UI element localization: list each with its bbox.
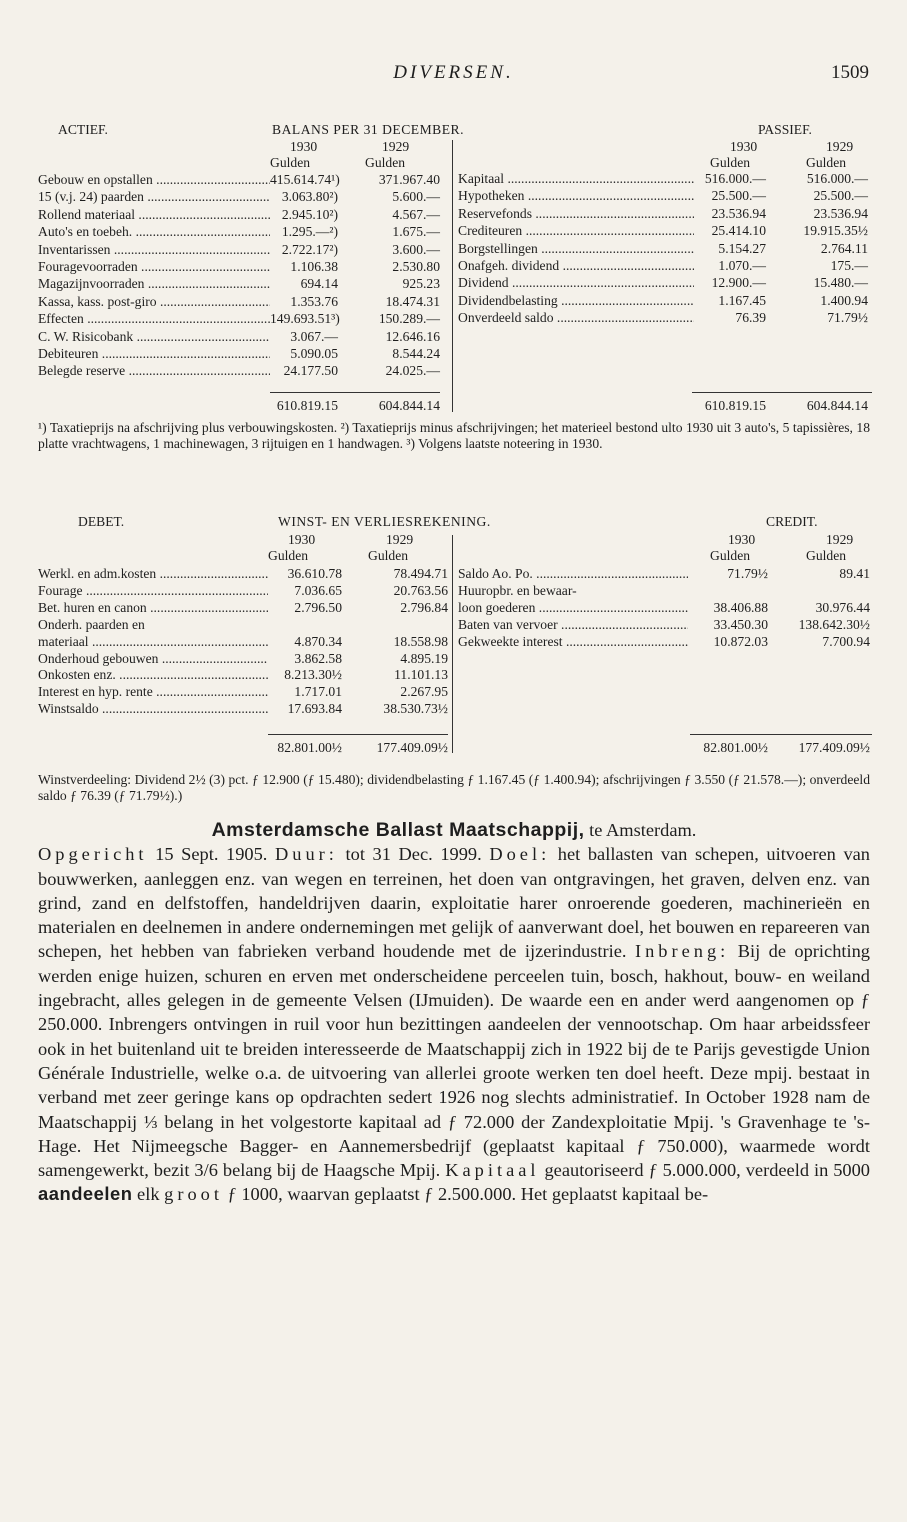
pl-debet-value-1929: 20.763.56 <box>393 582 448 598</box>
bal-passief-row <box>0 188 907 204</box>
pl-right-total-rule <box>690 734 872 735</box>
bal-passief-row <box>0 310 907 326</box>
inbreng-label: Inbreng: <box>634 941 730 962</box>
bal-left-total-rule <box>270 392 440 393</box>
bal-passief-value-1930: 76.39 <box>735 310 766 326</box>
pl-credit-row <box>0 617 907 633</box>
bal-actief-value-1930: 415.614.74¹) <box>270 172 340 187</box>
pl-total-right-b: 177.409.09½ <box>798 740 870 755</box>
elk-word: elk <box>132 1184 165 1205</box>
doel-value: het ballasten van schepen, uitvoeren van bouwwerken, aanleggen enz. van wegen en terreinen, het doen van ontgravingen, het graven, delven enz. van grind, zand en delfstoffen, handeldrijven daarin, exploitatie harer onroerende goederen, machinerieën en materialen en deelnemen in andere ondernemingen met gelijk of aanverwant doel, het bouwen en repareeren van schepen, het hebben van fabrieken verband houdende met de ijzerindustrie. <box>38 844 870 962</box>
pl-debet-value-1929: 18.558.98 <box>393 633 448 649</box>
pl-debet-value-1929: 11.101.13 <box>394 667 448 683</box>
pl-debet-label: materiaal ..... <box>38 634 268 650</box>
bal-actief-row <box>0 329 907 345</box>
pl-debet-row <box>0 684 907 700</box>
bal-passief-label: Borgstellingen ..... <box>458 241 694 257</box>
pl-debet-value-1930: 4.870.34 <box>294 633 342 649</box>
pl-credit-row <box>0 600 907 616</box>
bal-actief-label: Auto's en toebeh. ..... <box>38 224 270 240</box>
pl-debet-row <box>0 651 907 667</box>
pl-left-year-a: 1930 <box>288 532 316 547</box>
bal-actief-value-1929: 3.600.— <box>392 241 440 257</box>
bal-passief-row <box>0 206 907 222</box>
bal-passief-row <box>0 241 907 257</box>
bal-left-year-b: 1929 <box>382 139 410 154</box>
bal-actief-label: C. W. Risicobank ..... <box>38 329 270 345</box>
bal-passief-label: Hypotheken ..... <box>458 188 694 204</box>
bal-passief-label: Onafgeh. dividend ..... <box>458 258 694 274</box>
bal-actief-label: Debiteuren ..... <box>38 346 270 362</box>
pl-debet-value-1930: 36.610.78 <box>287 566 342 581</box>
bal-passief-value-1929: 71.79½ <box>827 310 868 326</box>
kapitaal-label: Kapitaal <box>445 1160 540 1181</box>
inbreng-value: Bij de oprichting werden enige huizen, schuren en erven met onderscheidene perceelen tuin, bosch, hakhout, bouw- en weiland ingebracht, alles gelegen in de gemeente Velsen (IJmuiden). De waarde een en ander werd aangenomen op ƒ 250.000. Inbrengers ontvingen in ruil voor hun bezittingen aandeelen der vennootschap. Om haar arbeidssfeer ook in het buitenland uit te breiden interesseerde de Maatschappij zich in 1922 bij de te Parijs gevestigde Union Générale Industrielle, welke o.a. de uitvoering van allerlei groote werken ten doel heeft. Deze mpij. bestaat in verband met zeer geringe kans op opdrachten sedert 1926 nog slechts administratief. In October 1928 nam de Maatschappij ⅓ belang in het volgestorte kapitaal ad ƒ 72.000 der Zandexploitatie Mpij. 's Gravenhage te 's-Hage. Het Nijmeegsche Bagger- en Aannemersbedrijf (geplaatst kapitaal ƒ 750.000), waarmede wordt samengewerkt, bezit 3/6 belang bij de Haagsche Mpij. <box>38 941 870 1181</box>
pl-left-unit-a: Gulden <box>268 548 309 563</box>
pl-debet-value-1929: 78.494.71 <box>393 566 448 581</box>
pl-credit-value-1930: 71.79½ <box>727 566 768 581</box>
bal-actief-value-1929: 925.23 <box>402 276 440 292</box>
credit-label: CREDIT. <box>766 514 818 529</box>
bal-actief-value-1929: 2.530.80 <box>392 259 440 274</box>
bal-actief-value-1929: 8.544.24 <box>392 346 440 361</box>
pl-credit-value-1929: 7.700.94 <box>822 633 870 649</box>
company-heading <box>38 818 870 842</box>
pl-debet-label: Onkosten enz. ..... <box>38 667 268 683</box>
pl-debet-value-1929: 4.895.19 <box>400 650 448 666</box>
pl-debet-value-1929: 2.267.95 <box>400 684 448 700</box>
bal-actief-value-1929: 371.967.40 <box>378 172 440 187</box>
bal-passief-value-1929: 15.480.— <box>813 275 868 291</box>
bal-actief-value-1929: 18.474.31 <box>385 293 440 309</box>
pl-debet-label: Fourage ..... <box>38 583 268 599</box>
pl-debet-row <box>0 667 907 683</box>
bal-passief-label: Dividend ..... <box>458 275 694 291</box>
page-number: 1509 <box>831 62 869 83</box>
bal-total-left-a: 610.819.15 <box>276 398 338 413</box>
bal-left-year-a: 1930 <box>290 139 318 154</box>
pl-credit-label: Huuropbr. en bewaar- <box>458 582 577 598</box>
bal-passief-value-1930: 1.070.— <box>718 258 766 273</box>
bal-actief-label: Kassa, kass. post-giro ..... <box>38 294 270 310</box>
pl-credit-row <box>0 583 907 599</box>
bal-passief-row <box>0 275 907 291</box>
company-name: Amsterdamsche Ballast Maatschappij, <box>211 819 585 841</box>
bal-actief-value-1930: 2.722.17²) <box>281 241 338 257</box>
company-body <box>38 842 870 1206</box>
pl-debet-label: Werkl. en adm.kosten ..... <box>38 566 268 582</box>
pl-debet-value-1930: 17.693.84 <box>287 701 342 717</box>
pl-debet-label: Winstsaldo ..... <box>38 701 268 717</box>
bal-total-left-b: 604.844.14 <box>378 398 440 413</box>
pl-debet-value-1930: 3.862.58 <box>294 650 342 666</box>
bal-actief-value-1929: 150.289.— <box>378 311 440 327</box>
bal-passief-label: Onverdeeld saldo ..... <box>458 310 694 326</box>
bal-passief-label: Dividendbelasting ..... <box>458 293 694 309</box>
bal-passief-value-1930: 23.536.94 <box>711 205 766 221</box>
pl-credit-value-1929: 30.976.44 <box>815 599 870 615</box>
bal-passief-row <box>0 223 907 239</box>
pl-total-left-b: 177.409.09½ <box>376 740 448 755</box>
bal-actief-value-1930: 3.063.80²) <box>281 189 338 205</box>
bal-actief-label: Fouragevoorraden ..... <box>38 259 270 275</box>
bal-passief-row <box>0 171 907 187</box>
pl-debet-label: Bet. huren en canon ..... <box>38 600 268 616</box>
pl-right-year-a: 1930 <box>728 532 756 547</box>
pl-debet-label: Onderh. paarden en <box>38 616 145 632</box>
bal-actief-label: Inventarissen ..... <box>38 242 270 258</box>
bal-actief-label: Gebouw en opstallen ..... <box>38 172 270 188</box>
pl-left-year-b: 1929 <box>386 532 414 547</box>
aandeelen-word: aandeelen <box>38 1183 133 1205</box>
bal-actief-value-1930: 1.353.76 <box>290 293 338 309</box>
bal-right-unit-a: Gulden <box>710 155 751 170</box>
opgericht-value: 15 Sept. 1905. <box>147 844 268 865</box>
pl-credit-label: loon goederen ..... <box>458 600 688 616</box>
bal-actief-label: 15 (v.j. 24) paarden ..... <box>38 189 270 205</box>
pl-credit-label: Baten van vervoer ..... <box>458 617 688 633</box>
pl-credit-row <box>0 566 907 582</box>
pl-debet-row <box>0 701 907 717</box>
bal-passief-value-1929: 516.000.— <box>806 171 868 186</box>
pl-total-right-a: 82.801.00½ <box>703 740 768 755</box>
pl-credit-value-1929: 89.41 <box>839 566 870 581</box>
pl-credit-label: Gekweekte interest ..... <box>458 634 688 650</box>
actief-label: ACTIEF. <box>58 122 108 137</box>
pl-debet-value-1930: 1.717.01 <box>294 684 342 700</box>
pl-right-unit-b: Gulden <box>806 548 847 563</box>
doel-label: Doel: <box>489 844 551 865</box>
pl-debet-value-1930: 2.796.50 <box>294 599 342 615</box>
bal-passief-value-1929: 25.500.— <box>813 188 868 204</box>
bal-actief-value-1930: 24.177.50 <box>283 363 338 379</box>
duur-label: Duur: <box>275 844 338 865</box>
groot-value: ƒ 1000, waarvan geplaatst ƒ 2.500.000. Het geplaatst kapitaal be- <box>222 1184 709 1205</box>
running-title: DIVERSEN. <box>393 62 514 83</box>
bal-actief-value-1930: 1.106.38 <box>290 259 338 274</box>
bal-passief-value-1929: 1.400.94 <box>820 292 868 308</box>
bal-right-year-a: 1930 <box>730 139 758 154</box>
bal-actief-row <box>0 346 907 362</box>
pl-credit-row <box>0 634 907 650</box>
bal-right-unit-b: Gulden <box>806 155 847 170</box>
company-location: te Amsterdam. <box>584 820 697 840</box>
opgericht-label: Opgericht <box>38 844 148 865</box>
bal-total-right-a: 610.819.15 <box>704 398 766 413</box>
bal-left-unit-b: Gulden <box>365 155 406 170</box>
bal-passief-value-1929: 23.536.94 <box>813 205 868 221</box>
pl-debet-value-1929: 38.530.73½ <box>383 701 448 717</box>
profit-distribution: Winstverdeeling: Dividend 2½ (3) pct. ƒ 12.900 (ƒ 15.480); dividendbelasting ƒ 1.167.45 (ƒ 1.400.94); afschrijvingen ƒ 3.550 (ƒ 21.578.—); onverdeeld saldo ƒ 76.39 (ƒ 71.79½).) <box>38 772 870 803</box>
groot-label: groot <box>164 1184 223 1205</box>
bal-actief-value-1929: 5.600.— <box>392 189 440 205</box>
bal-right-total-rule <box>692 392 872 393</box>
pl-title: WINST- EN VERLIESREKENING. <box>278 514 491 529</box>
bal-actief-label: Rollend materiaal ..... <box>38 207 270 223</box>
bal-left-unit-a: Gulden <box>270 155 311 170</box>
bal-passief-value-1930: 12.900.— <box>711 275 766 291</box>
bal-actief-value-1929: 24.025.— <box>385 363 440 379</box>
kapitaal-value: geautoriseerd ƒ 5.000.000, verdeeld in 5000 <box>539 1160 870 1181</box>
bal-actief-value-1930: 3.067.— <box>290 328 338 344</box>
pl-credit-value-1929: 138.642.30½ <box>798 616 870 632</box>
bal-passief-label: Crediteuren ..... <box>458 223 694 239</box>
bal-actief-value-1930: 2.945.10²) <box>281 206 338 222</box>
pl-total-left-a: 82.801.00½ <box>277 740 342 755</box>
pl-debet-label: Interest en hyp. rente ..... <box>38 684 268 700</box>
page-header <box>0 62 907 88</box>
bal-passief-value-1930: 516.000.— <box>704 171 766 186</box>
passief-label: PASSIEF. <box>758 122 812 137</box>
bal-passief-value-1929: 19.915.35½ <box>803 223 868 239</box>
bal-passief-row <box>0 293 907 309</box>
bal-passief-value-1930: 1.167.45 <box>718 292 766 308</box>
pl-credit-value-1930: 38.406.88 <box>713 599 768 615</box>
company-description <box>38 818 870 1207</box>
bal-total-right-b: 604.844.14 <box>806 398 868 413</box>
bal-actief-row <box>0 363 907 379</box>
pl-debet-value-1930: 7.036.65 <box>294 582 342 598</box>
pl-debet-label: Onderhoud gebouwen ..... <box>38 651 268 667</box>
pl-credit-value-1930: 10.872.03 <box>713 633 768 649</box>
bal-passief-value-1930: 5.154.27 <box>718 240 766 256</box>
bal-actief-label: Magazijnvoorraden ..... <box>38 276 270 292</box>
bal-passief-value-1930: 25.500.— <box>711 188 766 204</box>
pl-debet-value-1929: 2.796.84 <box>400 599 448 615</box>
bal-actief-value-1929: 12.646.16 <box>385 328 440 344</box>
bal-actief-value-1930: 694.14 <box>300 276 338 292</box>
bal-actief-label: Belegde reserve ..... <box>38 363 270 379</box>
pl-left-total-rule <box>268 734 448 735</box>
bal-passief-row <box>0 258 907 274</box>
pl-credit-value-1930: 33.450.30 <box>713 616 768 632</box>
bal-actief-value-1929: 4.567.— <box>392 206 440 222</box>
pl-left-unit-b: Gulden <box>368 548 409 563</box>
pl-right-year-b: 1929 <box>826 532 854 547</box>
bal-actief-label: Effecten ..... <box>38 311 270 327</box>
balance-footnote: ¹) Taxatieprijs na afschrijving plus verbouwingskosten. ²) Taxatieprijs minus afschrijvingen; het materieel bestond ulto 1930 uit 3 auto's, 5 tapissières, 18 platte vrachtwagens, 1 machinewagen, 3 rijtuigen en 1 handwagen. ³) Volgens laatste noteering in 1930. <box>38 420 870 451</box>
bal-actief-value-1930: 149.693.51³) <box>270 311 340 327</box>
duur-value: tot 31 Dec. 1999. <box>337 844 482 865</box>
bal-actief-value-1930: 1.295.—²) <box>281 224 338 240</box>
pl-debet-value-1930: 8.213.30½ <box>284 667 342 683</box>
bal-passief-value-1929: 2.764.11 <box>820 240 868 256</box>
pl-right-unit-a: Gulden <box>710 548 751 563</box>
bal-actief-value-1930: 5.090.05 <box>290 346 338 361</box>
bal-passief-label: Reservefonds ..... <box>458 206 694 222</box>
bal-passief-label: Kapitaal ..... <box>458 171 694 187</box>
bal-right-year-b: 1929 <box>826 139 854 154</box>
pl-credit-label: Saldo Ao. Po. ..... <box>458 566 688 582</box>
bal-passief-value-1930: 25.414.10 <box>711 223 766 239</box>
bal-passief-value-1929: 175.— <box>830 258 868 273</box>
bal-actief-value-1929: 1.675.— <box>392 224 440 240</box>
debet-label: DEBET. <box>78 514 125 529</box>
balance-title: BALANS PER 31 DECEMBER. <box>272 122 465 137</box>
